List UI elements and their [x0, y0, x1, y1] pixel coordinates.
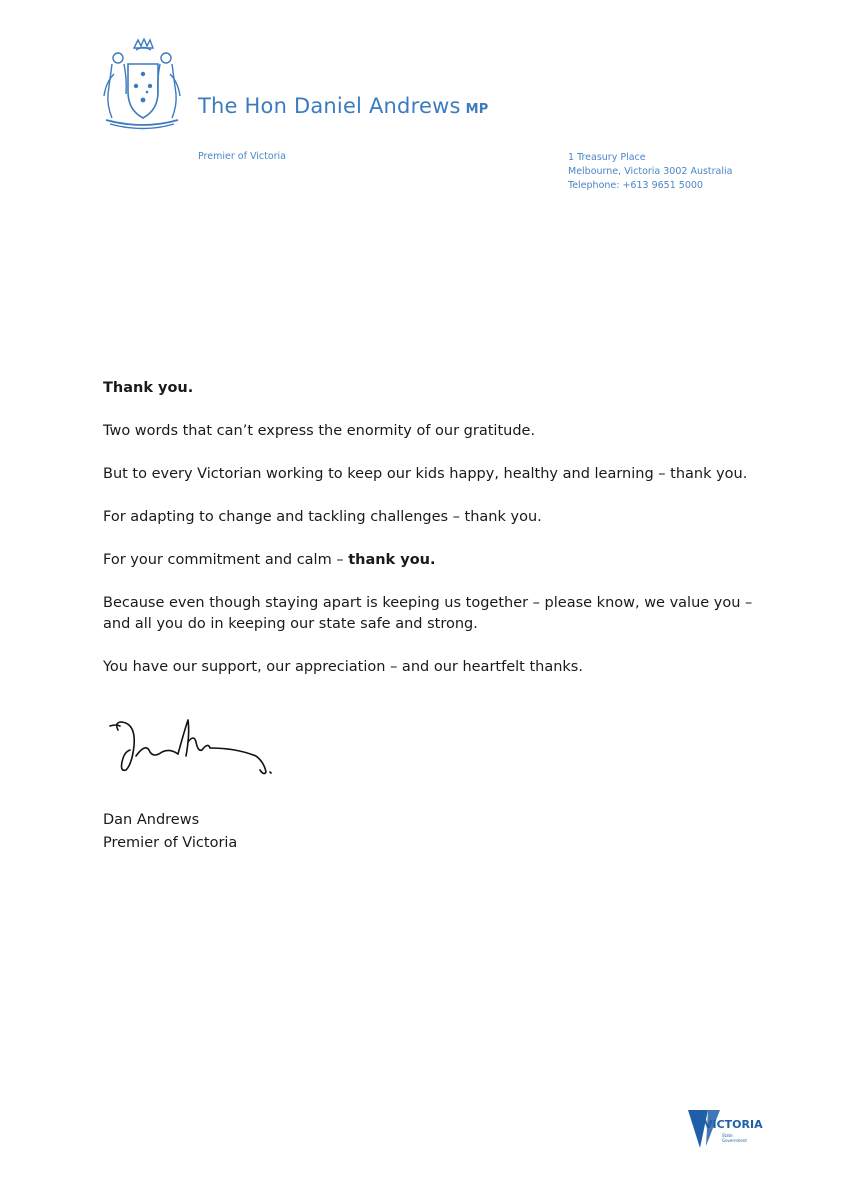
- svg-text:Government: Government: [722, 1138, 747, 1143]
- signature-icon: [106, 712, 296, 780]
- letter-paragraph: For adapting to change and tackling challenges – thank you.: [103, 509, 542, 525]
- signoff-block: [103, 809, 237, 855]
- signatory-title: Premier of Victoria: [103, 835, 238, 851]
- address-line: Telephone: +613 9651 5000: [568, 180, 703, 191]
- member-name: The Hon Daniel Andrews: [198, 94, 461, 118]
- letterhead-address: [568, 151, 732, 193]
- letter-paragraph: Because even though staying apart is keeping us together – please know, we value you – and all you do in keeping our state safe and strong.: [103, 595, 753, 632]
- letter-paragraph: You have our support, our appreciation – and our heartfelt thanks.: [103, 659, 583, 675]
- svg-text:State: State: [722, 1133, 733, 1138]
- postnominal: MP: [465, 102, 489, 117]
- letter-paragraph: Two words that can’t express the enormity of our gratitude.: [103, 423, 536, 439]
- letterhead-office: Premier of Victoria: [198, 151, 287, 162]
- letter-paragraph: But to every Victorian working to keep our kids happy, healthy and learning – thank you.: [103, 466, 748, 482]
- letter-paragraph: [103, 550, 773, 571]
- paragraph-emphasis: thank you.: [348, 552, 436, 568]
- signatory-name: Dan Andrews: [103, 812, 200, 828]
- address-line: 1 Treasury Place: [568, 152, 646, 163]
- letterhead-name: [198, 94, 488, 118]
- letter-heading: Thank you.: [103, 380, 194, 396]
- paragraph-lead: For your commitment and calm –: [103, 552, 344, 568]
- letter-body: [103, 378, 773, 700]
- coat-of-arms-icon: [100, 34, 182, 130]
- address-line: Melbourne, Victoria 3002 Australia: [568, 166, 733, 177]
- victoria-state-government-logo: [686, 1108, 766, 1154]
- svg-text:VICTORIA: VICTORIA: [704, 1118, 763, 1131]
